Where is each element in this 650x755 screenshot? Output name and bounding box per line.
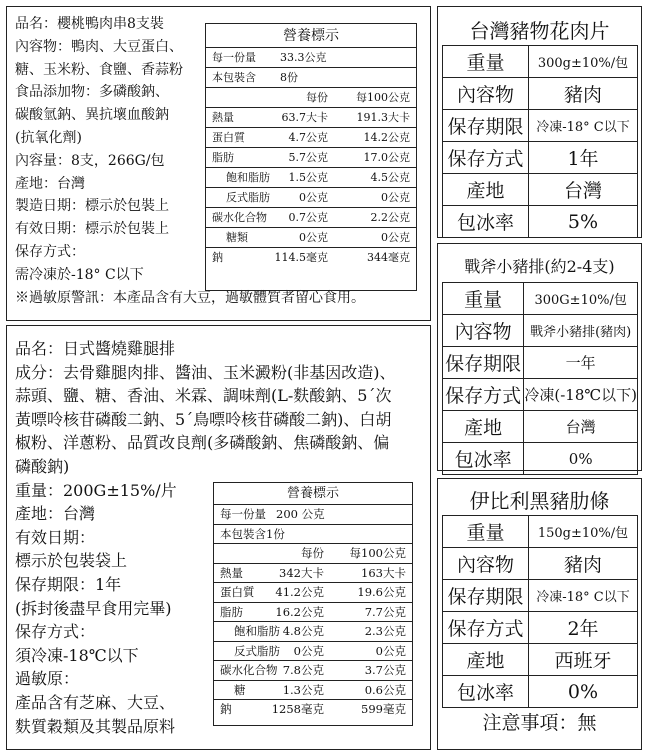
info-line: 保存期限：1年 — [15, 575, 122, 594]
nutrient-per-100g: 191.3大卡 — [356, 111, 410, 124]
nutrient-name: 熱量 — [212, 111, 234, 124]
nutrition-row — [206, 168, 416, 188]
spec-key: 包冰率 — [443, 206, 529, 238]
col-per-100g: 每100公克 — [349, 546, 406, 560]
nutrient-per-100g: 0.6公克 — [364, 682, 406, 697]
notice-text: 注意事項：無 — [482, 712, 597, 734]
spec-row — [443, 206, 638, 238]
serving-label: 每一份量 — [212, 51, 256, 64]
info-line: 製造日期：標示於包裝上 — [15, 198, 169, 215]
nutrition-row — [206, 188, 416, 208]
nutrition-table — [213, 482, 413, 726]
spec-row — [443, 548, 638, 580]
spec-row — [443, 78, 638, 110]
nutrient-per-100g: 2.3公克 — [364, 624, 406, 638]
spec-row — [443, 174, 638, 206]
spec-value: 豬肉 — [529, 78, 638, 110]
nutrient-name: 碳水化合物 — [220, 663, 278, 677]
nutrient-per-100g: 0公克 — [381, 231, 410, 244]
info-line: 有效日期： — [15, 527, 96, 547]
spec-value: 戰斧小豬排(豬肉) — [524, 315, 638, 347]
info-line: 需冷凍於-18° C以下 — [15, 266, 144, 283]
nutrition-row — [206, 248, 416, 268]
nutrient-per-serving: 0公克 — [299, 231, 328, 244]
spec-key: 內容物 — [443, 78, 529, 110]
spec-row — [443, 676, 638, 708]
nutrient-name: 脂肪 — [212, 151, 234, 164]
nutrient-name: 脂肪 — [220, 604, 243, 619]
nutrition-row — [214, 583, 412, 603]
nutrient-per-100g: 14.2公克 — [363, 131, 410, 144]
nutrient-name: 飽和脂肪 — [234, 624, 280, 638]
spec-key: 內容物 — [443, 548, 529, 580]
info-line: 食品添加物：多磷酸鈉、 — [15, 84, 169, 101]
col-per-serving: 每份 — [301, 546, 324, 560]
serving-value: 33.3公克 — [280, 51, 327, 64]
nutrient-per-serving: 0公克 — [293, 643, 324, 658]
info-line: 標示於包裝袋上 — [15, 551, 128, 571]
product-label-iberico-ribs — [437, 478, 642, 750]
nutrition-row — [214, 603, 412, 623]
info-line: 產品含有芝麻、大豆、 — [15, 693, 176, 712]
spec-value: 冷凍-18° C以下 — [529, 580, 638, 612]
spec-value: 西班牙 — [529, 644, 638, 676]
product-title: 戰斧小豬排(約2-4支) — [464, 257, 615, 276]
spec-value: 150g±10%/包 — [529, 516, 638, 548]
spec-key: 包冰率 — [443, 443, 524, 475]
nutrient-per-100g: 163大卡 — [361, 565, 406, 580]
spec-key: 保存方式 — [443, 612, 529, 644]
nutrient-per-serving: 1258毫克 — [271, 702, 324, 716]
nutrient-per-serving: 7.8公克 — [282, 663, 324, 677]
nutrient-per-100g: 0公克 — [381, 191, 410, 204]
nutrition-row — [206, 208, 416, 228]
spec-key: 內容物 — [443, 315, 524, 347]
nutrient-name: 碳水化合物 — [212, 211, 267, 224]
nutrient-name: 鈉 — [220, 702, 232, 716]
nutrient-per-serving: 16.2公克 — [275, 604, 324, 619]
spec-row — [443, 411, 638, 443]
per-pack-label: 本包裝含 — [212, 71, 256, 84]
info-line: 內容物：鴨肉、大豆蛋白、 — [15, 38, 183, 55]
nutrient-name: 飽和脂肪 — [226, 171, 270, 184]
col-per-100g: 每100公克 — [356, 91, 410, 104]
per-pack-value: 8份 — [280, 71, 298, 84]
info-line: 蒜頭、鹽、糖、香油、米霖、調味劑(L-麩酸鈉、5΄次 — [15, 386, 392, 406]
info-line: 重量：200G±15%/片 — [15, 480, 177, 500]
nutrient-name: 熱量 — [220, 565, 243, 580]
info-line: 須冷凍-18℃以下 — [15, 645, 139, 665]
info-line: 磷酸鈉) — [15, 457, 70, 476]
info-line: 內容量：8支，266G/包 — [15, 152, 165, 169]
spec-value: 0% — [529, 676, 638, 708]
spec-row — [443, 315, 638, 347]
spec-value: 0% — [524, 443, 638, 475]
nutrient-per-100g: 19.6公克 — [357, 585, 406, 599]
info-line: 品名：櫻桃鴨肉串8支裝 — [15, 16, 164, 32]
product-label-pork-belly — [437, 6, 642, 238]
info-line: 保存方式： — [15, 244, 85, 260]
spec-value: 冷凍-18° C以下 — [529, 110, 638, 142]
info-line: (抗氧化劑) — [15, 130, 82, 146]
nutrient-per-100g: 0公克 — [375, 643, 406, 658]
nutrition-row — [214, 700, 412, 720]
info-line: 產地：台灣 — [15, 175, 85, 192]
info-line: 產地：台灣 — [15, 504, 96, 524]
spec-row — [443, 46, 638, 78]
spec-key: 重量 — [443, 283, 524, 315]
spec-key: 重量 — [443, 516, 529, 548]
nutrition-table — [205, 23, 417, 291]
spec-value: 2年 — [529, 612, 638, 644]
spec-table — [442, 282, 638, 475]
info-line: 麩質穀類及其製品原料 — [15, 716, 176, 736]
nutrition-row — [214, 622, 412, 642]
nutrient-per-serving: 4.8公克 — [282, 624, 324, 638]
spec-row — [443, 644, 638, 676]
spec-value: 豬肉 — [529, 548, 638, 580]
info-line: 有效日期：標示於包裝上 — [15, 221, 169, 238]
nutrient-per-100g: 17.0公克 — [363, 151, 410, 164]
info-line: 品名：日式醬燒雞腿排 — [15, 339, 176, 358]
nutrient-per-serving: 63.7大卡 — [281, 111, 328, 124]
nutrition-row — [214, 661, 412, 681]
spec-key: 保存期限 — [443, 347, 524, 379]
spec-row — [443, 443, 638, 475]
nutrient-per-serving: 5.7公克 — [288, 151, 328, 164]
spec-value: 1年 — [529, 142, 638, 174]
product-label-duck-skewer — [6, 6, 431, 321]
info-line: 糖、玉米粉、食鹽、香蒜粉 — [15, 61, 183, 78]
spec-value: 台灣 — [529, 174, 638, 206]
nutrient-per-serving: 4.7公克 — [288, 131, 328, 144]
spec-row — [443, 347, 638, 379]
spec-value: 5% — [529, 206, 638, 238]
nutrient-name: 反式脂肪 — [226, 191, 270, 204]
spec-key: 重量 — [443, 46, 529, 78]
spec-row — [443, 580, 638, 612]
nutrient-per-serving: 1.5公克 — [288, 171, 328, 184]
nutrient-per-serving: 114.5毫克 — [274, 251, 328, 264]
nutrient-per-serving: 342大卡 — [279, 565, 324, 580]
nutrient-per-serving: 41.2公克 — [275, 585, 324, 599]
nutrient-per-serving: 0公克 — [299, 191, 328, 204]
nutrient-per-100g: 4.5公克 — [370, 171, 410, 184]
nutrition-row — [214, 642, 412, 662]
nutrient-per-100g: 344毫克 — [367, 251, 410, 264]
nutrition-row — [206, 128, 416, 148]
spec-row — [443, 516, 638, 548]
nutrient-name: 蛋白質 — [212, 131, 245, 144]
serving-value: 200 公克 — [276, 507, 325, 521]
info-line: 碳酸氫鈉、異抗壞血酸鈉 — [15, 107, 169, 124]
serving-label: 每一份量 — [220, 507, 266, 521]
nutrient-name: 糖 — [234, 682, 246, 697]
nutrition-row — [214, 564, 412, 584]
spec-key: 產地 — [443, 644, 529, 676]
spec-value: 冷凍(-18℃以下) — [524, 379, 638, 411]
spec-key: 保存期限 — [443, 110, 529, 142]
info-line: 椒粉、洋蔥粉、品質改良劑(多磷酸鈉、焦磷酸鈉、偏 — [15, 433, 390, 453]
product-label-tomahawk-pork — [437, 243, 642, 471]
spec-key: 包冰率 — [443, 676, 529, 708]
nutrition-row — [206, 108, 416, 128]
nutrition-title: 營養標示 — [206, 24, 416, 48]
spec-row — [443, 283, 638, 315]
nutrient-name: 反式脂肪 — [234, 643, 280, 658]
product-title: 伊比利黑豬肋條 — [469, 489, 610, 513]
nutrient-per-100g: 2.2公克 — [370, 211, 410, 224]
nutrient-per-100g: 7.7公克 — [364, 604, 406, 619]
info-line: 成分：去骨雞腿肉排、醬油、玉米澱粉(非基因改造)、 — [15, 362, 396, 382]
info-line: ※過敏原警訊：本產品含有大豆，過敏體質者留心食用。 — [15, 289, 365, 306]
spec-value: 台灣 — [524, 411, 638, 443]
spec-value: 一年 — [524, 347, 638, 379]
spec-key: 產地 — [443, 174, 529, 206]
info-line: (拆封後盡早食用完畢) — [15, 598, 172, 618]
nutrition-row — [206, 228, 416, 248]
spec-row — [443, 142, 638, 174]
spec-table — [442, 45, 638, 238]
spec-row — [443, 110, 638, 142]
nutrient-per-100g: 599毫克 — [361, 702, 406, 716]
nutrient-per-100g: 3.7公克 — [364, 663, 406, 677]
nutrient-name: 蛋白質 — [220, 585, 255, 599]
nutrition-row — [206, 148, 416, 168]
product-label-chicken-steak — [6, 325, 431, 750]
nutrient-name: 糖類 — [226, 231, 248, 244]
spec-key: 產地 — [443, 411, 524, 443]
spec-value: 300g±10%/包 — [529, 46, 638, 78]
info-line: 保存方式： — [15, 622, 96, 642]
spec-key: 保存期限 — [443, 580, 529, 612]
nutrition-row — [214, 681, 412, 701]
spec-key: 保存方式 — [443, 142, 529, 174]
nutrient-per-serving: 0.7公克 — [288, 211, 328, 224]
per-pack-label: 本包裝含1份 — [220, 526, 285, 541]
product-title: 台灣豬物花肉片 — [469, 19, 610, 43]
spec-row — [443, 612, 638, 644]
info-line: 黃嘌呤核苷磷酸二鈉、5΄鳥嘌呤核苷磷酸二鈉)、白胡 — [15, 409, 392, 429]
spec-table — [442, 515, 638, 708]
info-line: 過敏原： — [15, 669, 80, 689]
nutrient-per-serving: 1.3公克 — [282, 682, 324, 697]
spec-value: 300G±10%/包 — [524, 283, 638, 315]
nutrient-name: 鈉 — [212, 251, 223, 264]
col-per-serving: 每份 — [306, 91, 328, 104]
spec-row — [443, 379, 638, 411]
spec-key: 保存方式 — [443, 379, 524, 411]
nutrition-title: 營養標示 — [214, 483, 412, 505]
